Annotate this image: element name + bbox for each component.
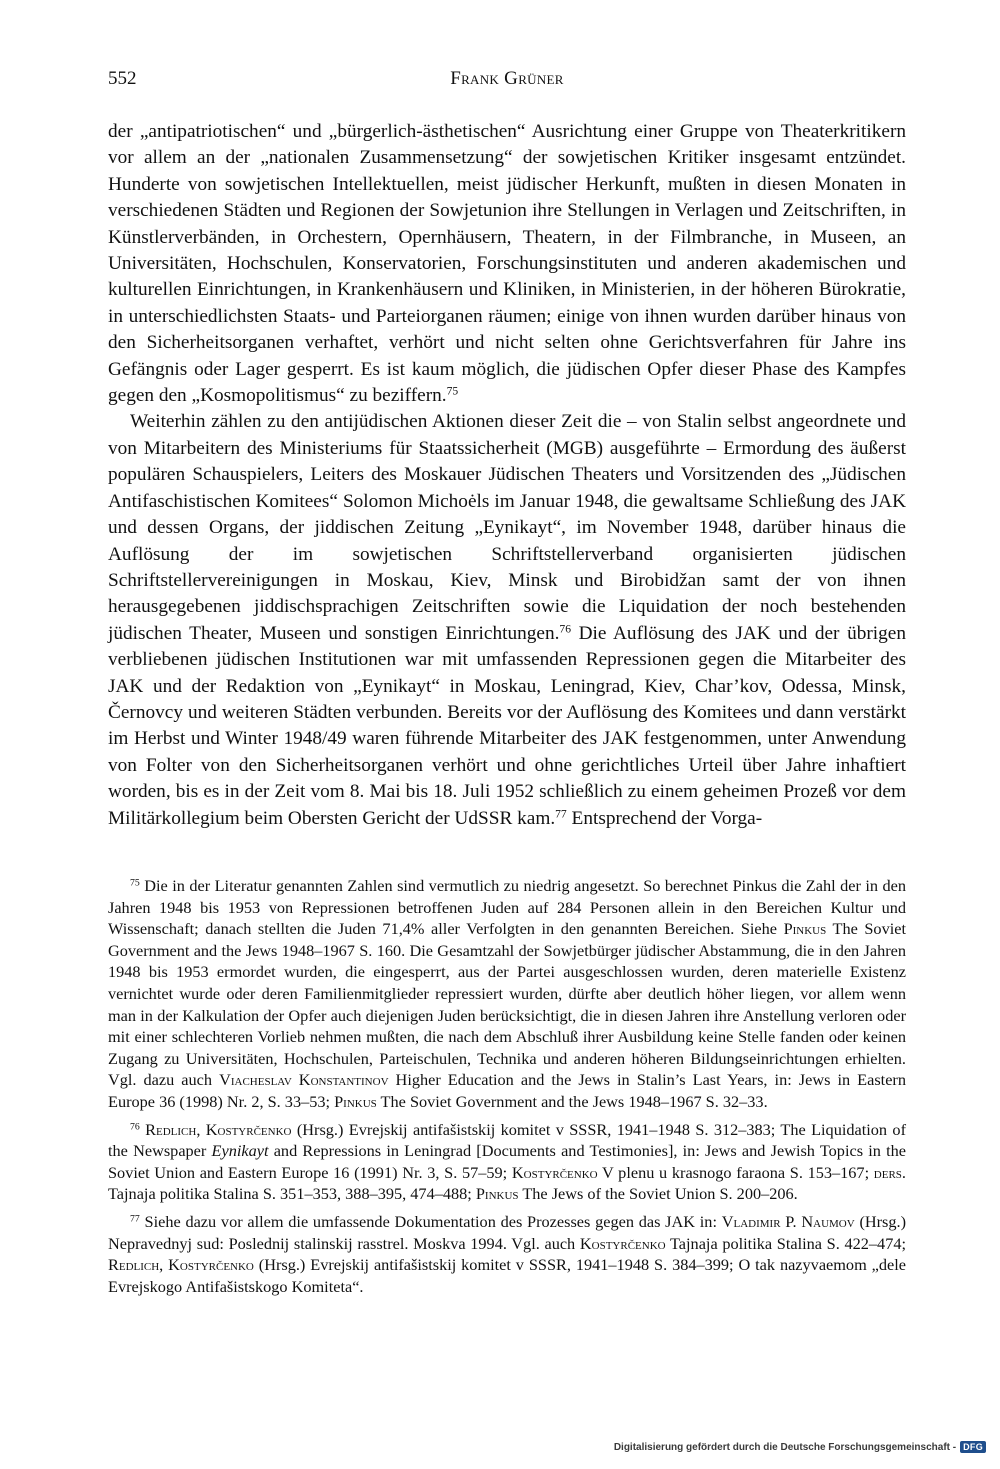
footnote-77: [108, 1211, 906, 1297]
footnote-text: V plenu u krasnogo faraona S. 153–167;: [597, 1162, 874, 1182]
footnote-text: Higher Education and the Jews in Stalin’s Last Years, in: Jews in Eastern Europe 36 (1998) Nr. 2, S. 33–53;: [108, 1070, 906, 1111]
footer-text: Digitalisierung gefördert durch die Deutsche Forschungsgemeinschaft -: [613, 1441, 957, 1453]
footnote-text: Die in der Literatur genannten Zahlen sind vermutlich zu niedrig angesetzt. So berechnet Pinkus die Zahl der in den Jahren 1948 bis 1953 von Repressionen betroffenen Juden auf 284 Personen allein in den Bereichen Kultur und Wissenschaft; danach stellten die Juden 71,4% aller Verfolgten in den genannten Bereichen. Siehe: [108, 876, 906, 939]
author-name: Pinkus: [475, 1184, 519, 1204]
page-header: [108, 68, 906, 96]
author-name: Kostyrčenko: [511, 1162, 598, 1182]
author-name: Pinkus: [334, 1091, 377, 1111]
paragraph-2-text-b: Die Auflösung des JAK und der übrigen verbliebenen jüdischen Institutionen war mit umfassenden Repressionen gegen die Mitarbeiter des JAK und der Redaktion von „Eynikayt“ in Moskau, Leningrad, Kiev, Char’kov, Odessa, Minsk, Černovcy und weiteren Städten verbunden. Bereits vor der Auflösung des Komitees und dann verstärkt im Herbst und Winter 1948/49 waren führende Mitarbeiter des JAK festgenommen, unter Anwendung von Folter von den Sicherheitsorganen verhört und ohne gerichtliches Urteil über Jahre inhaftiert worden, bis es in der Zeit vom 8. Mai bis 18. Juli 1952 schließlich zu einem geheimen Prozeß vor dem Militärkollegium beim Obersten Gericht der UdSSR kam.: [108, 622, 906, 829]
footnote-text: (Hrsg.) Evrejskij antifašistskij komitet v SSSR, 1941–1948 S. 312–383; The Liquidation of the Newspaper: [108, 1119, 906, 1161]
author-name: Redlich, Kostyrčenko: [108, 1255, 254, 1275]
footnote-text: The Jews of the Soviet Union S. 200–206.: [518, 1184, 798, 1204]
footnote-text: Tajnaja politika Stalina S. 422–474;: [665, 1233, 906, 1253]
footnote-ref-75[interactable]: 75: [446, 384, 459, 398]
author-name: Vladimir P. Naumov: [721, 1211, 855, 1231]
footnote-number: 75: [130, 877, 140, 889]
paragraph-2: [108, 409, 906, 832]
paragraph-1-text: der „antipatriotischen“ und „bürgerlich-ästhetischen“ Ausrichtung einer Gruppe von Theaterkritikern vor allem an der „nationalen Zusammensetzung“ der sowjetischen Kritiker insgesamt entzündet. Hunderte von sowjetischen Intellektuellen, meist jüdischer Herkunft, mußten in diesen Monaten in verschiedenen Städten und Regionen der Sowjetunion ihre Stellungen in Verlagen und Zeitschriften, in Künstlerverbänden, in Orchestern, Opernhäusern, Theatern, in der Filmbranche, in Museen, an Universitäten, Hochschulen, Konservatorien, Forschungsinstituten und anderen akademischen und kulturellen Einrichtungen, in Krankenhäusern und Kliniken, in Ministerien, in der höheren Bürokratie, in unterschiedlichsten Staats- und Parteiorganen räumen; einige von ihnen wurden darüber hinaus von den Sicherheitsorganen verhaftet, verhört und nicht selten ohne Gerichtsverfahren für Jahre ins Gefängnis oder Lager gesperrt. Es ist kaum möglich, die jüdischen Opfer dieser Phase des Kampfes gegen den „Kosmopolitismus“ zu beziffern.: [108, 121, 906, 407]
footnotes: [108, 875, 906, 1303]
footnote-ref-77[interactable]: 77: [555, 807, 567, 821]
footnote-text: The Soviet Government and the Jews 1948–1967 S. 160. Die Gesamtzahl der Sowjetbürger jüdischer Abstammung, die in den Jahren 1948 bis 1953 ermordet wurden, die eingesperrt, aus der Partei ausgeschlossen wurden, deren materielle Existenz vernichtet wurde oder deren Familienmitglieder repressiert wurden, dürfte aber deutlich höher liegen, vor allem wenn man in der Kalkulation der Opfer auch diejenigen Juden berücksichtigt, die in diesen Jahren ihre Anstellung verloren oder mit einer schlechteren Vorlieb nehmen mußten, die nach dem Abschluß ihrer Ausbildung keine Stelle fanden oder keinen Zugang zu Universitäten, Hochschulen, Parteischulen, Technika und anderen höheren Bildungseinrichtungen erhielten. Vgl. dazu auch: [108, 919, 906, 1090]
author-name: Kostyrčenko: [579, 1233, 666, 1253]
footnote-75: [108, 875, 906, 1113]
footnote-text: (Hrsg.) Evrejskij antifašistskij komitet v SSSR, 1941–1948 S. 384–399; O tak nazyvaemom „dele Evrejskogo Antifašistskogo Komiteta“.: [108, 1255, 906, 1296]
footnote-text: Tajnaja politika Stalina S. 351–353, 388–395, 474–488;: [108, 1184, 476, 1204]
author-name: Pinkus: [783, 919, 827, 939]
paragraph-2-text-a: Weiterhin zählen zu den antijüdischen Aktionen dieser Zeit die – von Stalin selbst angeordnete und von Mitarbeitern des Ministeriums für Staatssicherheit (MGB) ausgeführte – Ermordung des äußerst populären Schauspielers, Leiters des Moskauer Jüdischen Theaters und Vorsitzenden des „Jüdischen Antifaschistischen Komitees“ Solomon Michoėls im Januar 1948, die gewaltsame Schließung des JAK und dessen Organs, der jiddischen Zeitung „Eynikayt“, im November 1948, darüber hinaus die Auflösung der im sowjetischen Schriftstellerverband organisierten jüdischen Schriftstellervereinigungen in Moskau, Kiev, Minsk und Birobidžan samt der von ihnen herausgegebenen jiddischsprachigen Zeitschriften sowie die Liquidation der noch bestehenden jüdischen Theater, Museen und sonstigen Einrichtungen.: [108, 411, 906, 644]
footnote-text: and Repressions in Leningrad [Documents and Testimonies], in: Jews and Jewish Topics in the Soviet Union and Eastern Europe 16 (1991) Nr. 3, S. 57–59;: [108, 1141, 907, 1182]
paragraph-1: [108, 119, 906, 409]
footnote-ref-76[interactable]: 76: [559, 622, 571, 636]
running-head: Frank Grüner: [450, 68, 564, 89]
digitization-footer: [614, 1439, 986, 1455]
page-number: 552: [108, 68, 137, 89]
author-name: Redlich, Kostyrčenko: [145, 1119, 292, 1139]
footnote-text: (Hrsg.) Nepravednyj sud: Poslednij stalinskij rasstrel. Moskva 1994. Vgl. auch: [108, 1211, 907, 1253]
author-name: Viacheslav Konstantinov: [219, 1070, 389, 1090]
footnote-number: 77: [130, 1213, 140, 1225]
footnote-76: [108, 1119, 906, 1205]
author-name: ders.: [873, 1162, 906, 1182]
body-text: [108, 119, 906, 832]
dfg-logo-icon: DFG: [960, 1441, 986, 1453]
footnote-text: Siehe dazu vor allem die umfassende Dokumentation des Prozesses gegen das JAK in:: [139, 1211, 722, 1231]
footnote-number: 76: [130, 1121, 140, 1133]
paragraph-2-text-c: Entsprechend der Vorga-: [566, 807, 763, 829]
newspaper-title: Eynikayt: [211, 1141, 269, 1161]
footnote-text: The Soviet Government and the Jews 1948–1967 S. 32–33.: [376, 1091, 768, 1111]
